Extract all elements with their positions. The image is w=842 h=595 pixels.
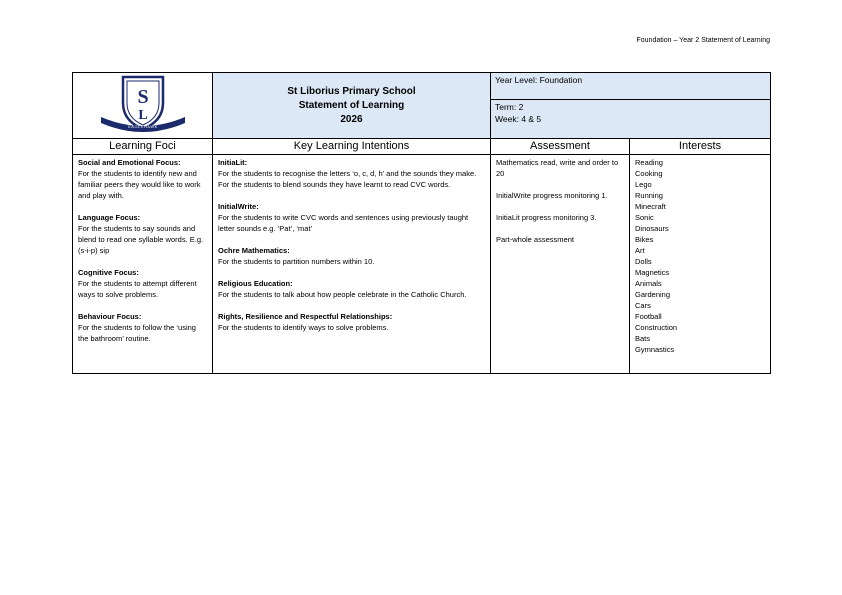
year-level-cell [491, 73, 771, 100]
focus-heading: Social and Emotional Focus: [78, 158, 181, 167]
svg-text:L: L [137, 108, 148, 123]
term-week-cell [491, 100, 771, 139]
school-name: St Liborius Primary School [287, 85, 416, 97]
interest-item: Bikes [635, 235, 654, 244]
document-year: 2026 [340, 113, 363, 125]
focus-text: For the students to attempt different ways to solve problems. [78, 279, 197, 299]
interest-item: Bats [635, 334, 651, 343]
column-header-assessment: Assessment [491, 139, 630, 155]
intention-text: For the students to partition numbers within 10. [218, 257, 375, 266]
school-title-cell [213, 73, 491, 139]
interest-item: Magnetics [635, 268, 670, 277]
focus-text: For the students to say sounds and blend to read one syllable words. E.g. (s-i-p) sip [78, 224, 204, 255]
intention-heading: Rights, Resilience and Respectful Relationships: [218, 312, 393, 321]
interest-item: Art [635, 246, 645, 255]
intention-text: For the students to recognise the letters ‘o, c, d, h’ and the sounds they make. [218, 169, 477, 178]
intention-heading: Ochre Mathematics: [218, 246, 290, 255]
statement-of-learning-table [72, 72, 771, 374]
focus-heading: Language Focus: [78, 213, 141, 222]
interest-item: Running [635, 191, 663, 200]
interest-item: Reading [635, 158, 663, 167]
focus-text: For the students to identify new and familiar peers they would like to work and play with. [78, 169, 201, 200]
column-header-key-learning-intentions: Key Learning Intentions [213, 139, 491, 155]
interest-item: Cars [635, 301, 651, 310]
focus-text: For the students to follow the ‘using the bathroom’ routine. [78, 323, 196, 343]
intention-heading: InitialWrite: [218, 202, 259, 211]
week-label: Week: 4 & 5 [495, 114, 542, 124]
intention-text: For the students to identify ways to solve problems. [218, 323, 389, 332]
interest-item: Cooking [635, 169, 663, 178]
svg-text:S: S [136, 86, 149, 108]
assessment-item: Mathematics read, write and order to 20 [496, 158, 619, 178]
school-logo-cell [73, 73, 213, 139]
focus-heading: Cognitive Focus: [78, 268, 139, 277]
column-header-learning-foci: Learning Foci [73, 139, 213, 155]
column-header-interests: Interests [630, 139, 771, 155]
intention-heading: InitiaLit: [218, 158, 248, 167]
interest-item: Gardening [635, 290, 671, 299]
interest-item: Gymnastics [635, 345, 675, 354]
interest-item: Dolls [635, 257, 652, 266]
interest-item: Lego [635, 180, 652, 189]
year-level-label: Year Level: Foundation [495, 75, 583, 85]
key-learning-intentions-cell [213, 155, 491, 374]
svg-text:EAGLEHAWK: EAGLEHAWK [127, 124, 158, 129]
document-subtitle: Statement of Learning [298, 99, 405, 111]
focus-heading: Behaviour Focus: [78, 312, 142, 321]
interest-item: Sonic [635, 213, 654, 222]
intention-text: For the students to talk about how people celebrate in the Catholic Church. [218, 290, 467, 299]
intention-heading: Religious Education: [218, 279, 293, 288]
interest-item: Minecraft [635, 202, 666, 211]
interest-item: Dinosaurs [635, 224, 669, 233]
interest-item: Animals [635, 279, 662, 288]
intention-text: For the students to write CVC words and sentences using previously taught letter sounds e.g. ‘Pat’, ‘mat’ [218, 213, 469, 233]
interests-cell [630, 155, 771, 374]
interest-item: Construction [635, 323, 678, 332]
intention-text: For the students to blend sounds they have learnt to read CVC words. [218, 180, 451, 189]
assessment-item: Part-whole assessment [496, 235, 574, 244]
term-label: Term: 2 [495, 102, 524, 112]
assessment-cell [491, 155, 630, 374]
assessment-item: InitiaLit progress monitoring 3. [496, 213, 597, 222]
page-header-title: Foundation – Year 2 Statement of Learning [636, 37, 770, 44]
school-crest-logo [95, 73, 191, 133]
assessment-item: InitialWrite progress monitoring 1. [496, 191, 608, 200]
interest-item: Football [635, 312, 662, 321]
learning-foci-cell [73, 155, 213, 374]
